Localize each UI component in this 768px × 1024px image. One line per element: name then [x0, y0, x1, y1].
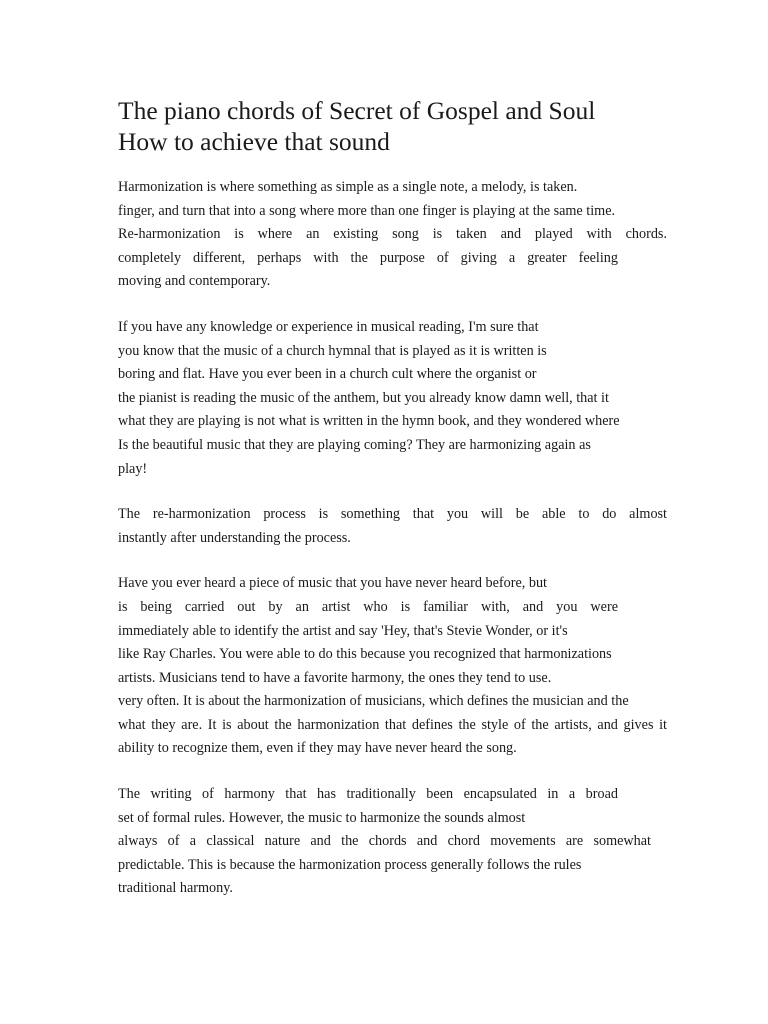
text-line: the pianist is reading the music of the anthem, but you already know damn well, that it	[118, 389, 609, 406]
text-line: Have you ever heard a piece of music that you have never heard before, but	[118, 575, 547, 592]
paragraph-reharmonization-process	[118, 503, 667, 550]
text-line: predictable. This is because the harmonization process generally follows the rules	[118, 856, 582, 873]
text-line: what they are playing is not what is written in the hymn book, and they wondered where	[118, 413, 620, 430]
document-page	[118, 95, 667, 923]
text-line: Is the beautiful music that they are playing coming? They are harmonizing again as	[118, 436, 591, 453]
text-line: The writing of harmony that has traditionally been encapsulated in a broad	[118, 786, 618, 803]
paragraph-harmonization	[118, 176, 667, 294]
text-line: very often. It is about the harmonization of musicians, which defines the musician and the	[118, 693, 629, 710]
text-line: instantly after understanding the process.	[118, 529, 351, 546]
text-line: artists. Musicians tend to have a favorite harmony, the ones they tend to use.	[118, 669, 552, 686]
text-line: ability to recognize them, even if they may have never heard the song.	[118, 740, 517, 757]
text-line: completely different, perhaps with the purpose of giving a greater feeling	[118, 249, 618, 266]
text-line: If you have any knowledge or experience in musical reading, I'm sure that	[118, 318, 539, 335]
paragraph-artist-recognition	[118, 572, 667, 761]
text-line: The re-harmonization process is something that you will be able to do almost	[118, 506, 667, 523]
text-line: set of formal rules. However, the music to harmonize the sounds almost	[118, 809, 526, 826]
text-line: what they are. It is about the harmonization that defines the style of the artists, and gives it	[118, 716, 667, 733]
text-line: you know that the music of a church hymnal that is played as it is written is	[118, 342, 547, 359]
paragraph-musical-reading	[118, 316, 667, 481]
paragraph-harmony-rules	[118, 783, 667, 901]
text-line: like Ray Charles. You were able to do this because you recognized that harmonizations	[118, 646, 612, 663]
text-line: always of a classical nature and the chords and chord movements are somewhat	[118, 833, 651, 850]
text-line: immediately able to identify the artist and say 'Hey, that's Stevie Wonder, or it's	[118, 622, 568, 639]
title-line: How to achieve that sound	[118, 127, 390, 156]
document-body	[118, 176, 667, 901]
text-line: play!	[118, 460, 148, 477]
text-line: traditional harmony.	[118, 880, 233, 897]
text-line: Harmonization is where something as simple as a single note, a melody, is taken.	[118, 179, 578, 195]
text-line: moving and contemporary.	[118, 273, 271, 290]
text-line: is being carried out by an artist who is familiar with, and you were	[118, 598, 618, 615]
text-line: finger, and turn that into a song where more than one finger is playing at the same time.	[118, 202, 616, 219]
text-line: Re-harmonization is where an existing song is taken and played with chords.	[118, 226, 667, 243]
text-line: boring and flat. Have you ever been in a church cult where the organist or	[118, 366, 537, 383]
title-line: The piano chords of Secret of Gospel and Soul	[118, 96, 596, 125]
document-title	[118, 95, 667, 157]
